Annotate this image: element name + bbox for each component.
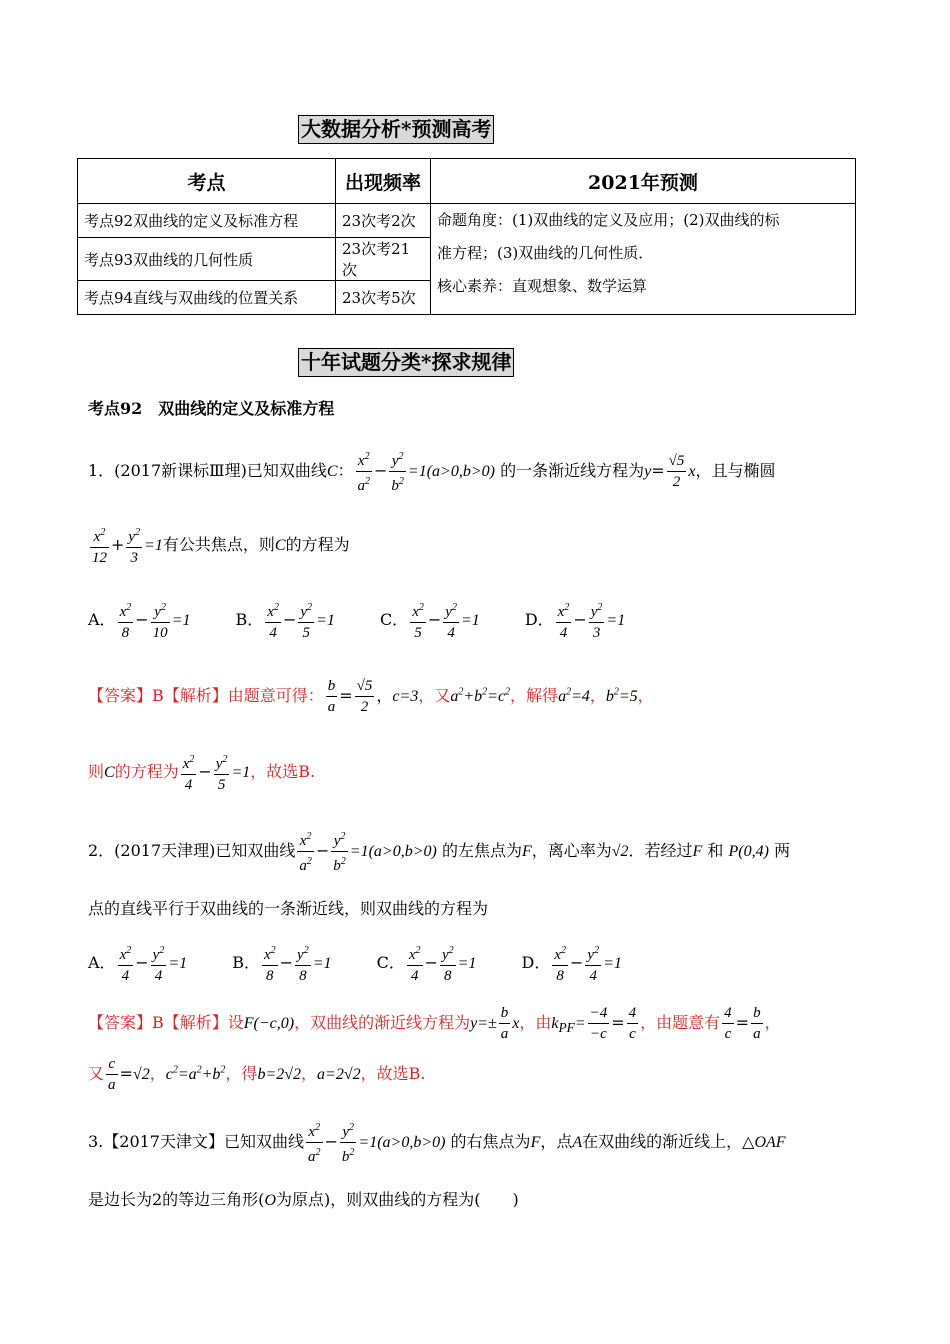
question-2-options <box>88 941 662 986</box>
answer-1-line-1: 【答案】B【解析】由题意可得： $\frac{b}{a}$ = $\frac{√5}{2}$ ，c=3，又$a^2+b^2=c^2$，解得$a^2=4$，$b^2=5$， <box>88 678 654 715</box>
answer-tag: 【答案】B【解析】设 <box>88 1013 244 1032</box>
header-frequency: 出现频率 <box>336 159 431 204</box>
q1-text: ，且与椭圆 <box>695 461 776 480</box>
option-c: C． $\frac{x^2}{4}$ − $\frac{y^2}{8}$ =1 <box>377 941 477 986</box>
section-title-analysis: 大数据分析*预测高考 <box>298 115 494 144</box>
header-prediction: 2021年预测 <box>431 159 856 204</box>
option-d: D． $\frac{x^2}{4}$ − $\frac{y^2}{3}$ =1 <box>525 598 625 643</box>
q3-text: 3.【2017天津文】已知双曲线 <box>88 1132 304 1151</box>
answer-2-line-1: 【答案】B【解析】设F(−c,0)，双曲线的渐近线方程为y=± $\frac{b}{a}$ x，由$k_{PF}=$ $\frac{-4}{-c}$ = $\frac{4}{c}$ ，由题意有 $\frac{4}{c}$ = $\frac{b}{a}$ ， <box>88 1005 781 1042</box>
section-title-classification: 十年试题分类*探求规律 <box>298 348 514 377</box>
row-frequency: 23次考21次 <box>336 238 431 281</box>
header-topic: 考点 <box>78 159 336 204</box>
answer-1-line-2: 则C的方程为 $\frac{x^2}{4}$ − $\frac{y^2}{5}$ =1，故选B. <box>88 750 315 795</box>
option-d: D． $\frac{x^2}{8}$ − $\frac{y^2}{4}$ =1 <box>522 941 622 986</box>
prediction-line: 准方程；(3)双曲线的几何性质． <box>437 244 654 262</box>
option-c: C． $\frac{x^2}{5}$ − $\frac{y^2}{4}$ =1 <box>380 598 480 643</box>
row-topic: 考点94直线与双曲线的位置关系 <box>78 281 336 315</box>
section-heading: 考点92 双曲线的定义及标准方程 <box>88 399 335 418</box>
q1-text: 1．(2017新课标Ⅲ理)已知双曲线 <box>88 461 327 480</box>
prediction-cell <box>431 204 856 315</box>
option-b: B． $\frac{x^2}{4}$ − $\frac{y^2}{5}$ =1 <box>236 598 335 643</box>
answer-tag: 【答案】B【解析】由题意可得： <box>88 686 324 705</box>
question-3-line-1: 3.【2017天津文】已知双曲线 $\frac{x^2}{a^2}$ − $\frac{y^2}{b^2}$ =1(a>0,b>0) 的右焦点为F，点A在双曲线的渐近线上，△OAF <box>88 1118 786 1167</box>
option-a: A． $\frac{x^2}{8}$ − $\frac{y^2}{10}$ =1 <box>88 598 190 643</box>
question-1-line-2: $\frac{x^2}{12}$ + $\frac{y^2}{3}$ =1有公共焦点，则C的方程为 <box>88 523 350 568</box>
question-3-line-2: 是边长为2的等边三角形(O为原点)，则双曲线的方程为( ) <box>88 1190 519 1209</box>
question-2-line-1: 2．(2017天津理)已知双曲线 $\frac{x^2}{a^2}$ − $\frac{y^2}{b^2}$ =1(a>0,b>0) 的左焦点为F，离心率为√2．若经过F 和 P(0,4) 两 <box>88 827 790 876</box>
q1-text: 的方程为 <box>285 535 350 554</box>
answer-2-line-2: 又 $\frac{c}{a}$ =√2，$c^2=a^2+b^2$，得b=2√2，a=2√2，故选B. <box>88 1056 426 1093</box>
question-1-options <box>88 598 665 643</box>
option-b: B． $\frac{x^2}{8}$ − $\frac{y^2}{8}$ =1 <box>232 941 331 986</box>
question-1-line-1: 1．(2017新课标Ⅲ理)已知双曲线C： $\frac{x^2}{a^2}$ − $\frac{y^2}{b^2}$ =1(a>0,b>0) 的一条渐近线方程为y= $\frac{√5}{2}$ x，且与椭圆 <box>88 447 775 496</box>
row-topic: 考点92双曲线的定义及标准方程 <box>78 204 336 238</box>
q1-text: 有公共焦点，则 <box>162 535 275 554</box>
row-topic: 考点93双曲线的几何性质 <box>78 238 336 281</box>
prediction-line: 核心素养：直观想象、数学运算 <box>437 277 648 295</box>
q2-text: 2．(2017天津理)已知双曲线 <box>88 841 296 860</box>
q1-text: 的一条渐近线方程为 <box>500 461 645 480</box>
prediction-line: 命题角度：(1)双曲线的定义及应用；(2)双曲线的标 <box>437 211 780 229</box>
row-frequency: 23次考5次 <box>336 281 431 315</box>
stats-table <box>77 158 856 315</box>
row-frequency: 23次考2次 <box>336 204 431 238</box>
question-2-line-2: 点的直线平行于双曲线的一条渐近线，则双曲线的方程为 <box>88 899 489 918</box>
option-a: A． $\frac{x^2}{4}$ − $\frac{y^2}{4}$ =1 <box>88 941 187 986</box>
